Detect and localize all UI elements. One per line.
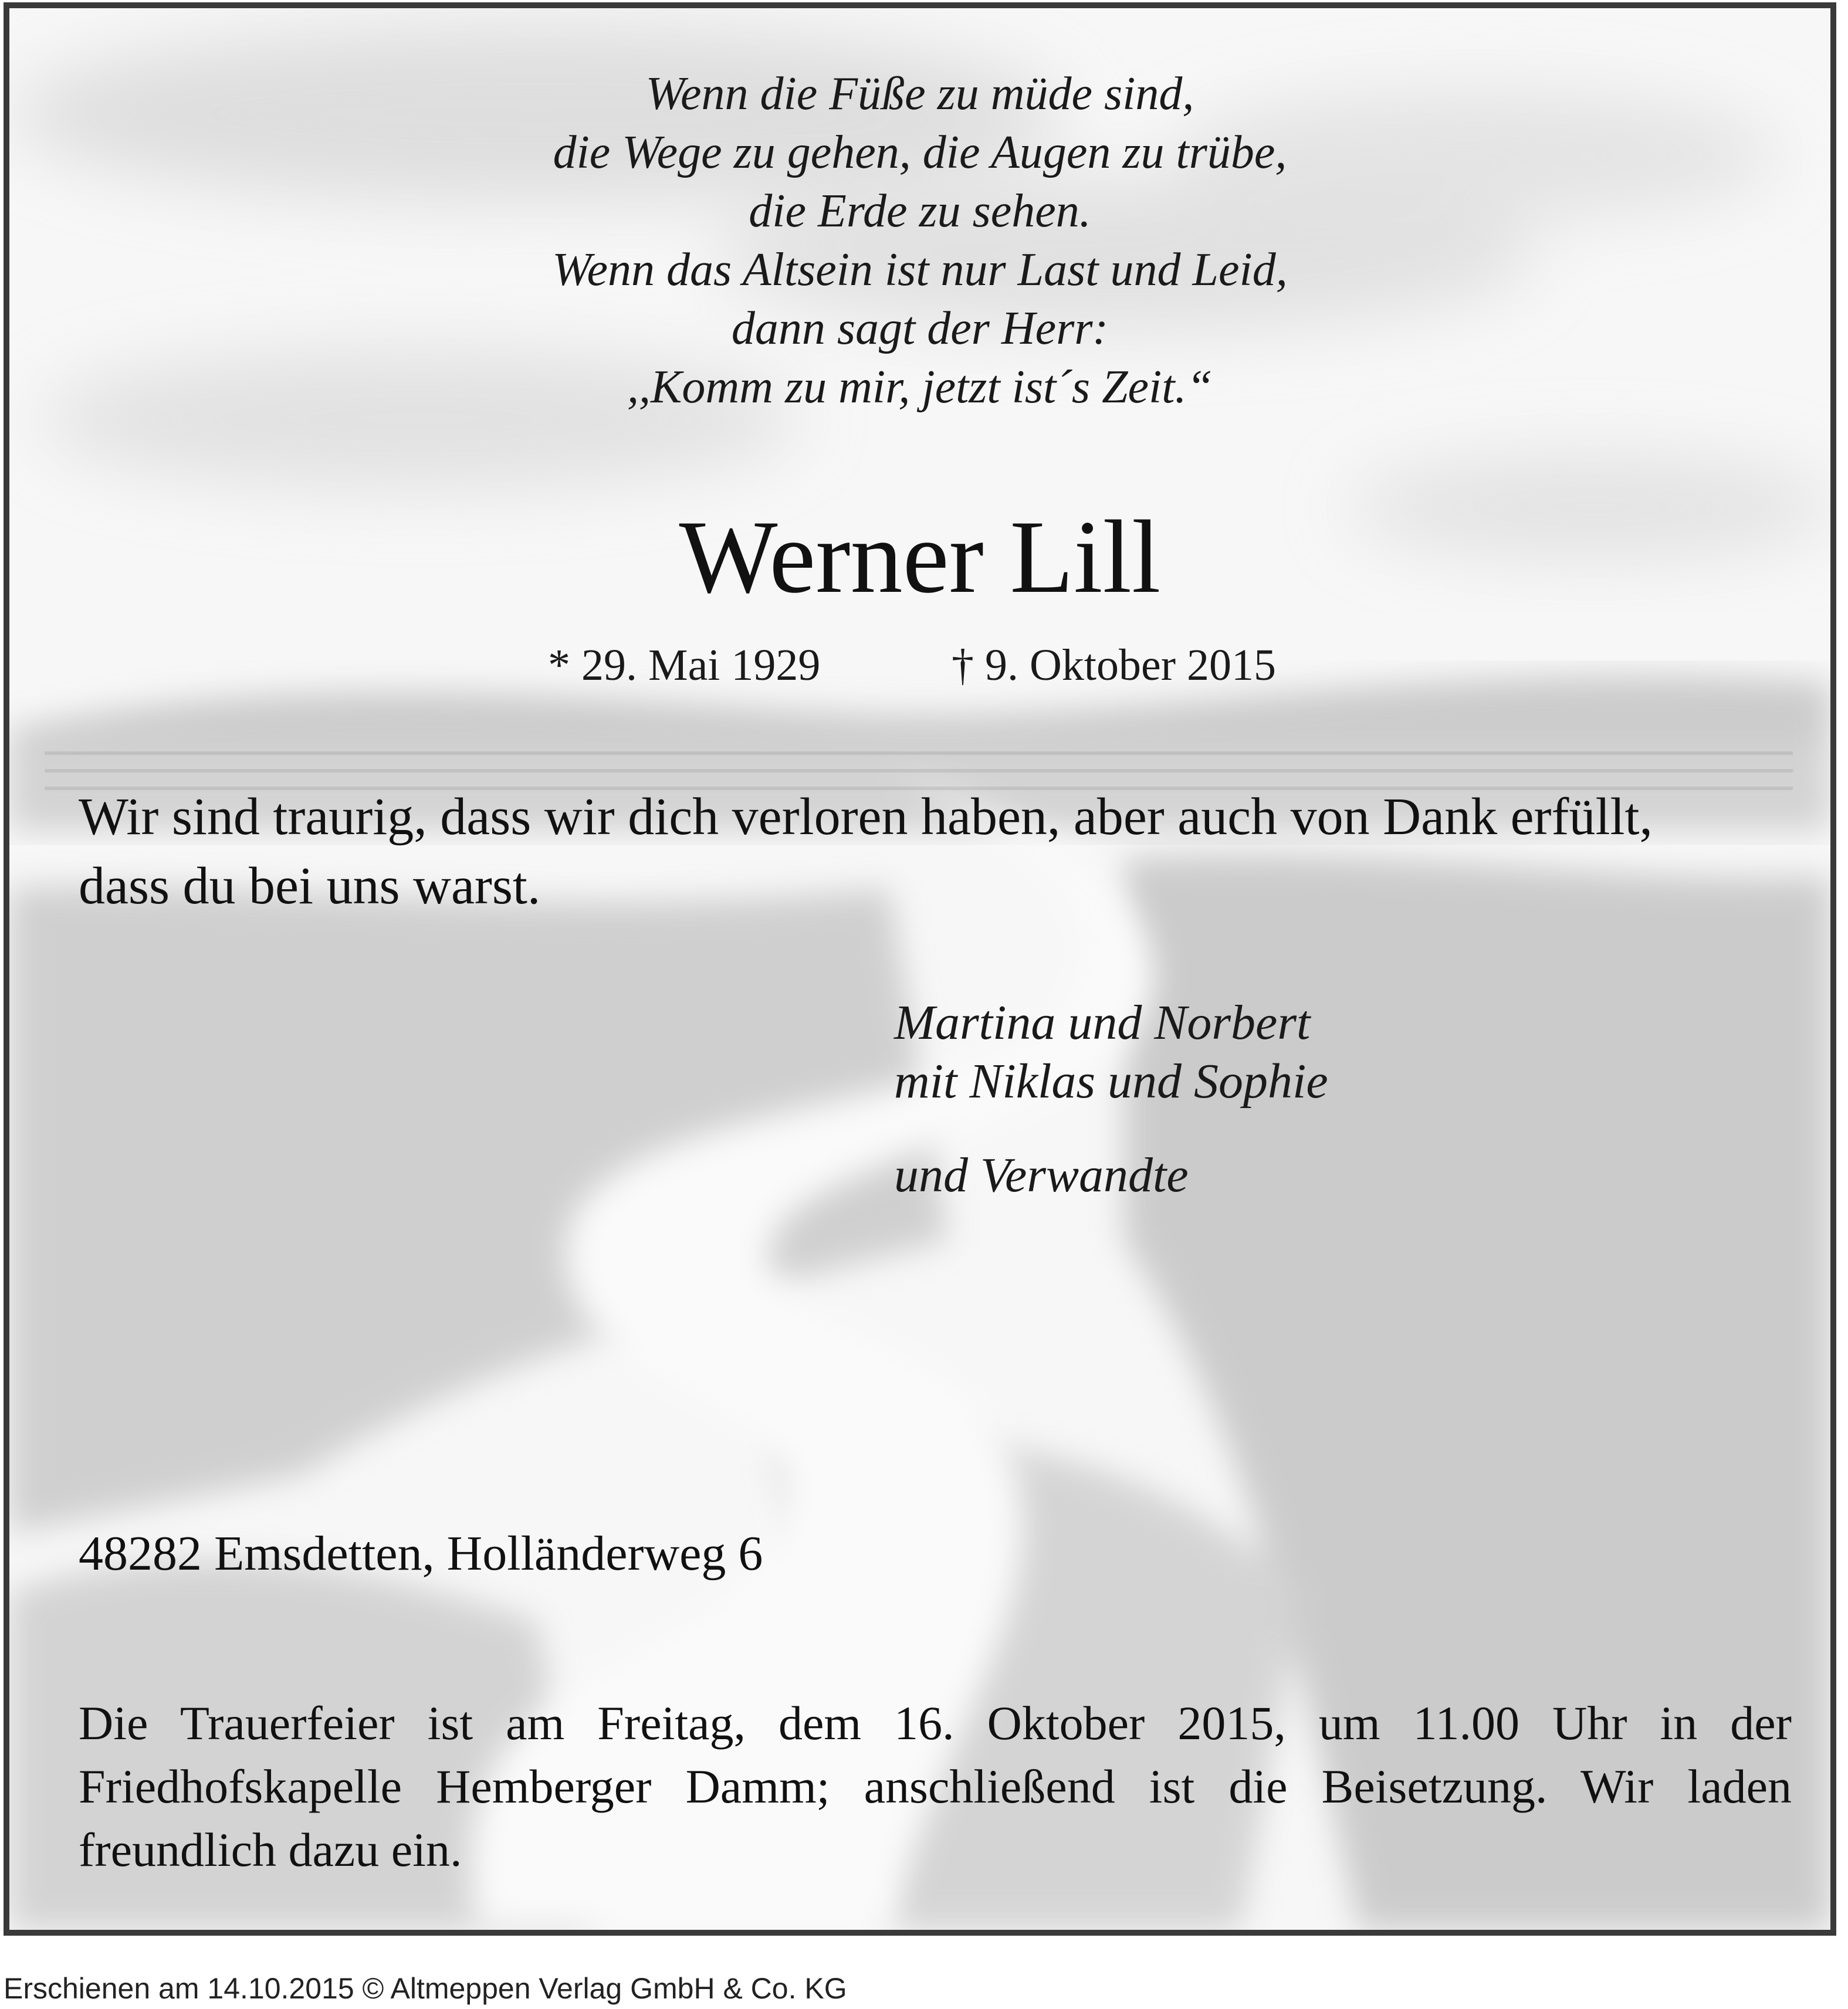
poem-line: Wenn das Altsein ist nur Last und Leid, bbox=[552, 244, 1288, 296]
poem-verse bbox=[9, 65, 1830, 416]
message-line: dass du bei uns warst. bbox=[79, 857, 541, 915]
publication-footer: Erschienen am 14.10.2015 © Altmeppen Verlag GmbH & Co. KG bbox=[4, 1972, 847, 2005]
family-address: 48282 Emsdetten, Holländerweg 6 bbox=[79, 1526, 763, 1581]
poem-line: dann sagt der Herr: bbox=[731, 303, 1109, 354]
mourners-line: Martina und Norbert bbox=[894, 995, 1311, 1050]
mourners-line: mit Niklas und Sophie bbox=[894, 1054, 1328, 1109]
birth-date: * 29. Mai 1929 bbox=[548, 641, 821, 690]
poem-line: Wenn die Füße zu müde sind, bbox=[645, 68, 1194, 120]
poem-line: ,,Komm zu mir, jetzt ist´s Zeit.“ bbox=[627, 361, 1213, 413]
mourning-message bbox=[79, 782, 1780, 921]
funeral-notice: Die Trauerfeier ist am Freitag, dem 16. Oktober 2015, um 11.00 Uhr in der Friedhofskapelle Hemberger Damm; anschließend ist die Beisetzung. Wir laden freundlich dazu ein. bbox=[79, 1696, 1792, 1876]
mourners-relatives: und Verwandte bbox=[894, 1148, 1189, 1202]
death-date: † 9. Oktober 2015 bbox=[952, 641, 1277, 690]
mourners-signature bbox=[894, 994, 1328, 1111]
deceased-name: Werner Lill bbox=[679, 499, 1161, 615]
message-line: Wir sind traurig, dass wir dich verloren haben, aber auch von Dank erfüllt, bbox=[79, 788, 1653, 846]
obituary-frame bbox=[4, 2, 1836, 1936]
poem-line: die Wege zu gehen, die Augen zu trübe, bbox=[553, 127, 1287, 178]
poem-line: die Erde zu sehen. bbox=[749, 185, 1091, 237]
